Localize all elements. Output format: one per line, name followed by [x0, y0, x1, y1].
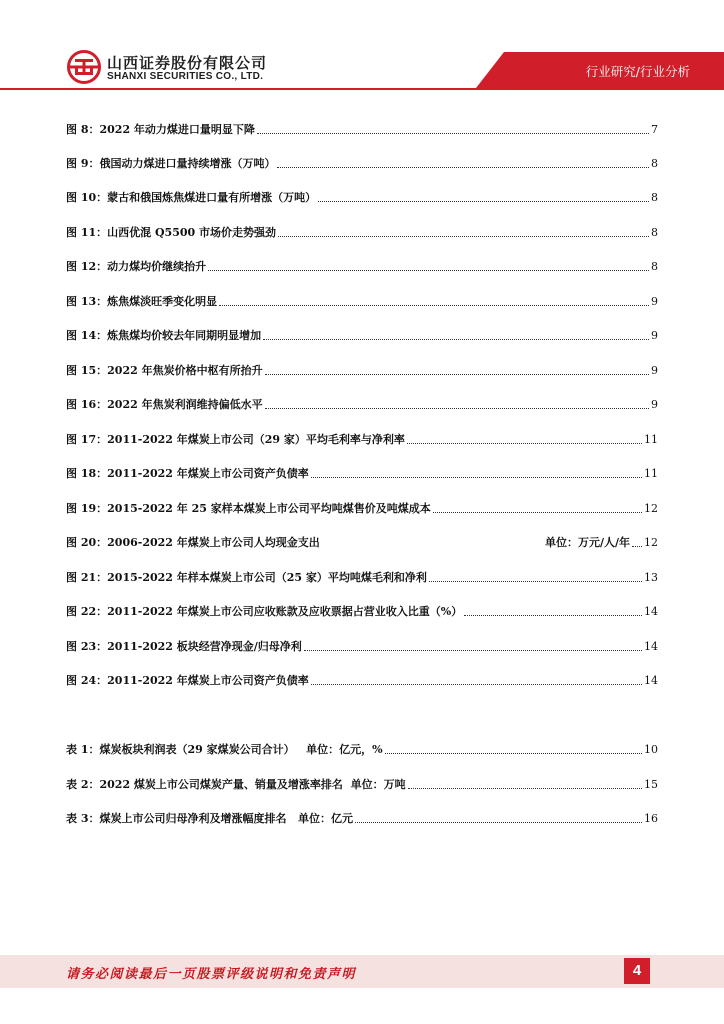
toc-entry-figure-10[interactable]	[66, 186, 658, 206]
toc-entry-label: 图 20：	[66, 536, 108, 549]
toc-entry-title: 2011-2022 板块经营净现金/归母净利	[107, 640, 302, 653]
toc-entry-page: 8	[651, 191, 658, 204]
toc-entry-label: 图 24：	[66, 674, 108, 687]
toc-entry-figure-15[interactable]	[66, 359, 658, 379]
toc-entry-figure-20[interactable]	[66, 531, 658, 551]
toc-dot-leader	[632, 546, 642, 547]
toc-dot-leader	[407, 443, 642, 444]
toc-dot-leader	[433, 512, 642, 513]
toc-entry-title: 俄国动力煤进口量持续增涨（万吨）	[99, 157, 276, 170]
toc-dot-leader	[318, 201, 649, 202]
toc-entry-page: 9	[651, 364, 658, 377]
toc-dot-leader	[277, 167, 649, 168]
toc-entry-figure-17[interactable]	[66, 428, 658, 448]
toc-entry-page: 9	[651, 295, 658, 308]
toc-entry-title: 2015-2022 年样本煤炭上市公司（25 家）平均吨煤毛利和净利	[107, 571, 427, 584]
toc-entry-title: 山西优混 Q5500 市场价走势强劲	[107, 226, 276, 239]
toc-entry-label: 图 17：	[66, 433, 108, 446]
toc-dot-leader	[385, 753, 642, 754]
toc-entry-title: 炼焦煤淡旺季变化明显	[107, 295, 218, 308]
toc-entry-label: 图 16：	[66, 398, 108, 411]
toc-entry-page: 8	[651, 260, 658, 273]
toc-entry-title: 2022 年动力煤进口量明显下降	[99, 123, 255, 136]
shanxi-securities-logo-icon	[67, 50, 101, 84]
toc-entry-label: 图 22：	[66, 605, 108, 618]
toc-entry-title: 煤炭板块利润表（29 家煤炭公司合计） 单位：亿元，%	[99, 743, 383, 756]
toc-dot-leader	[304, 650, 642, 651]
toc-dot-leader	[311, 477, 642, 478]
toc-dot-leader	[257, 133, 649, 134]
toc-entry-figure-22[interactable]	[66, 600, 658, 620]
toc-dot-leader	[263, 339, 649, 340]
toc-entry-figure-23[interactable]	[66, 635, 658, 655]
toc-entry-figure-24[interactable]	[66, 669, 658, 689]
toc-entry-table-2[interactable]	[66, 773, 658, 793]
toc-entry-unit: 单位：万元/人/年	[544, 536, 630, 549]
toc-entry-table-1[interactable]	[66, 738, 658, 758]
toc-entry-figure-11[interactable]	[66, 221, 658, 241]
toc-entry-label: 图 14：	[66, 329, 108, 342]
toc-entry-label: 图 23：	[66, 640, 108, 653]
toc-dot-leader	[464, 615, 642, 616]
toc-entry-title: 蒙古和俄国炼焦煤进口量有所增涨（万吨）	[107, 191, 317, 204]
toc-entry-page: 11	[644, 467, 658, 480]
toc-entry-title: 2011-2022 年煤炭上市公司（29 家）平均毛利率与净利率	[107, 433, 405, 446]
toc-entry-label: 图 13：	[66, 295, 108, 308]
toc-entry-label: 表 3：	[66, 812, 100, 825]
toc-entry-page: 12	[644, 502, 658, 515]
toc-dot-leader	[265, 374, 649, 375]
footer-disclaimer: 请务必阅读最后一页股票评级说明和免责声明	[66, 967, 357, 982]
toc-entry-label: 图 19：	[66, 502, 108, 515]
toc-entry-label: 图 15：	[66, 364, 108, 377]
toc-entry-label: 图 11：	[66, 226, 108, 239]
toc-entry-page: 12	[644, 536, 658, 549]
toc-entry-title: 2011-2022 年煤炭上市公司应收账款及应收票据占营业收入比重（%）	[107, 605, 463, 618]
toc-entry-figure-14[interactable]	[66, 324, 658, 344]
toc-entry-figure-18[interactable]	[66, 462, 658, 482]
toc-entry-page: 14	[644, 640, 658, 653]
toc-entry-figure-8[interactable]	[66, 118, 658, 138]
toc-entry-figure-13[interactable]	[66, 290, 658, 310]
toc-dot-leader	[219, 305, 649, 306]
toc-entry-title: 2022 年焦炭价格中枢有所抬升	[107, 364, 263, 377]
toc-entry-label: 表 1：	[66, 743, 100, 756]
toc-entry-page: 8	[651, 157, 658, 170]
toc-entry-page: 13	[644, 571, 658, 584]
toc-dot-leader	[278, 236, 649, 237]
toc-entry-label: 图 9：	[66, 157, 100, 170]
toc-entry-page: 15	[644, 778, 658, 791]
toc-entry-label: 图 8：	[66, 123, 100, 136]
report-category-tag: 行业研究/行业分析	[585, 64, 690, 79]
toc-dot-leader	[208, 270, 649, 271]
toc-dot-leader	[265, 408, 649, 409]
toc-entry-page: 10	[644, 743, 658, 756]
toc-entry-label: 图 10：	[66, 191, 108, 204]
toc-entry-page: 14	[644, 605, 658, 618]
header-divider	[0, 88, 724, 90]
toc-entry-page: 7	[651, 123, 658, 136]
toc-dot-leader	[355, 822, 642, 823]
toc-entry-title: 2011-2022 年煤炭上市公司资产负债率	[107, 674, 309, 687]
toc-entry-page: 9	[651, 329, 658, 342]
toc-entry-figure-19[interactable]	[66, 497, 658, 517]
toc-entry-figure-9[interactable]	[66, 152, 658, 172]
toc-entry-page: 16	[644, 812, 658, 825]
toc-entry-table-3[interactable]	[66, 807, 658, 827]
toc-entry-label: 图 18：	[66, 467, 108, 480]
company-name-cn: 山西证券股份有限公司	[107, 54, 268, 72]
toc-entry-figure-12[interactable]	[66, 255, 658, 275]
toc-entry-title: 2022 年焦炭利润维持偏低水平	[107, 398, 263, 411]
page-header	[0, 0, 724, 100]
toc-entry-title: 2011-2022 年煤炭上市公司资产负债率	[107, 467, 309, 480]
toc-dot-leader	[408, 788, 642, 789]
toc-entry-label: 图 21：	[66, 571, 108, 584]
toc-entry-page: 9	[651, 398, 658, 411]
toc-entry-title: 2022 煤炭上市公司煤炭产量、销量及增涨率排名 单位：万吨	[99, 778, 406, 791]
toc-entry-label: 表 2：	[66, 778, 100, 791]
company-name-en: SHANXI SECURITIES CO., LTD.	[107, 71, 264, 82]
toc-entry-title: 煤炭上市公司归母净利及增涨幅度排名 单位：亿元	[99, 812, 353, 825]
toc-entry-title: 2015-2022 年 25 家样本煤炭上市公司平均吨煤售价及吨煤成本	[107, 502, 431, 515]
toc-entry-title: 动力煤均价继续抬升	[107, 260, 207, 273]
toc-entry-title: 炼焦煤均价较去年同期明显增加	[107, 329, 262, 342]
toc-entry-page: 8	[651, 226, 658, 239]
toc-entry-page: 11	[644, 433, 658, 446]
toc-dot-leader	[429, 581, 642, 582]
toc-entry-figure-21[interactable]	[66, 566, 658, 586]
toc-entry-label: 图 12：	[66, 260, 108, 273]
toc-dot-leader	[311, 684, 642, 685]
page-number: 4	[624, 958, 650, 984]
toc-entry-title: 2006-2022 年煤炭上市公司人均现金支出	[107, 536, 320, 549]
toc-entry-page: 14	[644, 674, 658, 687]
toc-entry-figure-16[interactable]	[66, 393, 658, 413]
